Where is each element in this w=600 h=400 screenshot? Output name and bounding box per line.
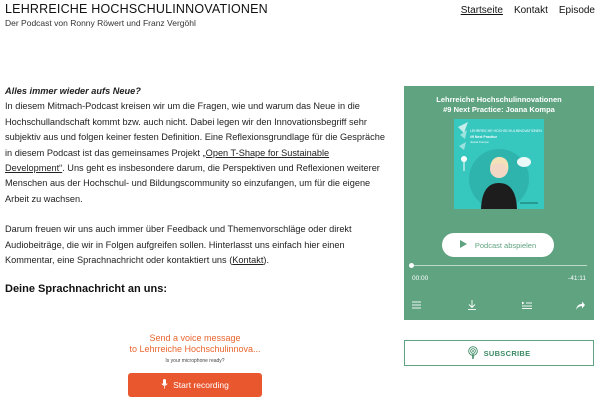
nav-item-startseite[interactable]: Startseite <box>460 5 503 16</box>
progress-handle[interactable] <box>409 263 414 268</box>
intro-paragraph <box>5 99 385 207</box>
intro-text-end: . Uns geht es insbesondere darum, die Perspektiven und Reflexionen weiterer Menschen aus der Hochschul- und Bildungscommunity so einzufangen, um für die eigene Arbeit zu wachsen. <box>5 163 380 204</box>
open-t-shape-link[interactable]: „Open T-Shape for Sustainable Development“ <box>5 147 330 174</box>
feedback-text-end: ). <box>263 255 270 266</box>
player-episode-title: #9 Next Practice: Joana Kompa <box>443 105 555 114</box>
podcast-subscribe-icon <box>468 346 478 361</box>
cover-show-title: LEHRREICHE HOCHSCHULINNOVATIONEN <box>470 129 542 133</box>
progress-track[interactable] <box>411 265 587 266</box>
player-show-title: Lehrreiche Hochschulinnovationen <box>436 95 562 104</box>
voice-title-line1: Send a voice message <box>149 333 241 343</box>
cover-guest-name: Joana Kompa <box>470 140 489 144</box>
intro-text-start: In diesem Mitmach-Podcast kreisen wir um die Fragen, wie und warum das Neue in die Hochschullandschaft kommt bzw. auch nicht. Dabei legen wir den Innovationsbegriff sehr subjektiv aus und folgen keiner festen Definition. Eine Reflexionsgrundlage für die Gespräche in diesem Podcast ist das gemeinsames Projekt <box>5 101 385 158</box>
nav-item-episode[interactable]: Episode <box>558 5 595 16</box>
episode-cover-art <box>454 119 544 209</box>
main-nav <box>461 5 595 16</box>
voice-title-line2: to Lehrreiche Hochschulinnova... <box>129 344 261 354</box>
voice-message-heading: Deine Sprachnachricht an uns: <box>5 283 167 296</box>
lead-question: Alles immer wieder aufs Neue? <box>5 86 141 96</box>
voice-message-widget <box>120 333 270 390</box>
nav-item-kontakt[interactable]: Kontakt <box>513 5 548 16</box>
start-recording-button[interactable] <box>128 373 262 397</box>
site-title[interactable]: LEHRREICHE HOCHSCHULINNOVATIONEN <box>5 2 268 16</box>
share-icon[interactable] <box>576 299 585 311</box>
play-podcast-button[interactable] <box>442 233 554 257</box>
play-podcast-label: Podcast abspielen <box>474 240 537 250</box>
remaining-time: -41:11 <box>568 275 586 282</box>
player-controls <box>404 299 594 313</box>
site-subtitle: Der Podcast von Ronny Röwert und Franz Vergöhl <box>5 18 196 28</box>
microphone-icon <box>161 379 168 391</box>
start-recording-label: Start recording <box>173 380 229 390</box>
microphone-ready-text: Is your microphone ready? <box>165 358 225 364</box>
feedback-text-start: Darum freuen wir uns auch immer über Feedback und Themenvorschläge oder direkt Audiobeiträge, die wir in Folgen aufgreifen sollen. Hinterlasst uns einfach hier einen Kommentar, eine Sprachnachricht oder kontaktiert uns ( <box>5 224 352 266</box>
main-content <box>5 84 385 298</box>
subscribe-label: SUBSCRIBE <box>483 348 531 358</box>
download-icon[interactable] <box>468 299 476 311</box>
play-icon <box>460 240 467 250</box>
chapters-icon[interactable] <box>522 299 532 311</box>
kontakt-link[interactable]: Kontakt <box>232 255 264 266</box>
site-header <box>0 0 600 40</box>
elapsed-time: 00:00 <box>412 275 429 282</box>
feedback-paragraph <box>5 222 385 268</box>
subscribe-button[interactable] <box>404 340 594 366</box>
voice-widget-title <box>120 333 270 355</box>
cover-episode-number: #9 Next Practice <box>470 135 498 139</box>
playlist-icon[interactable] <box>412 299 421 311</box>
podcast-player <box>404 86 594 320</box>
